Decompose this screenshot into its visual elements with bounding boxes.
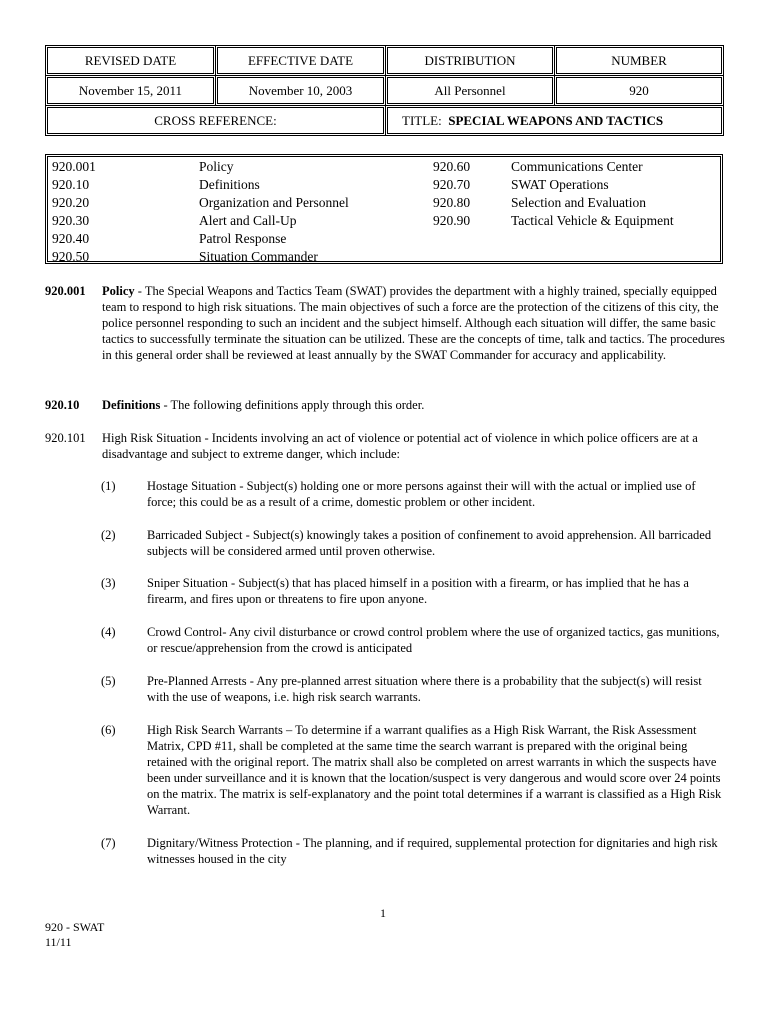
item-number: (5) bbox=[101, 674, 116, 688]
date-code: 11/11 bbox=[45, 935, 72, 949]
index-name: Selection and Evaluation bbox=[511, 195, 646, 210]
title-cell bbox=[386, 106, 724, 136]
index-number: 920.50 bbox=[52, 249, 90, 264]
index-number: 920.90 bbox=[433, 213, 471, 228]
index-name: Patrol Response bbox=[199, 231, 287, 246]
definition-item bbox=[101, 575, 725, 607]
footer-doc-info bbox=[45, 920, 104, 950]
index-number: 920.10 bbox=[52, 177, 90, 192]
section-text bbox=[102, 397, 725, 413]
item-number: (6) bbox=[101, 723, 116, 737]
index-number: 920.001 bbox=[52, 159, 96, 174]
index-name: SWAT Operations bbox=[511, 177, 609, 192]
definition-item bbox=[101, 527, 725, 559]
section-index bbox=[45, 154, 723, 264]
section-body: - The following definitions apply through this order. bbox=[160, 398, 425, 412]
item-number: (1) bbox=[101, 479, 116, 493]
definition-item bbox=[101, 624, 725, 656]
item-text: Sniper Situation - Subject(s) that has placed himself in a position with a firearm, or has implied that he has a firearm, and fires upon or threatens to fire upon anyone. bbox=[147, 576, 689, 606]
section-number: 920.101 bbox=[45, 431, 86, 445]
policy-section bbox=[45, 283, 725, 363]
effective-date-value: November 10, 2003 bbox=[216, 76, 386, 106]
distribution-value: All Personnel bbox=[386, 76, 555, 106]
section-lead: Policy bbox=[102, 284, 135, 298]
index-left-numbers bbox=[52, 158, 96, 266]
item-text: High Risk Search Warrants – To determine if a warrant qualifies as a High Risk Warrant, the Risk Assessment Matrix, CPD #11, shall be completed at the same time the search warrant is prepared with the original being retained with the original report. The matrix shall also be completed on arrest warrants in which the suspects have been under surveillance and it is known that the location/suspect is very dangerous and would score over 24 points on the matrix. The matrix is self-explanatory and the point total determines if a warrant is classified as a High Risk Warrant. bbox=[147, 723, 722, 817]
definition-item bbox=[101, 478, 725, 510]
header-values-row bbox=[46, 76, 724, 106]
definitions-section bbox=[45, 397, 725, 413]
item-text: Pre-Planned Arrests - Any pre-planned arrest situation where there is a probability that the subject(s) will resist with the use of weapons, i.e. high risk search warrants. bbox=[147, 674, 702, 704]
section-body: - The Special Weapons and Tactics Team (SWAT) provides the department with a highly trained, specially equipped team to respond to high risk situations. The main objectives of such a force are the protection of the citizens of this city, the police personnel responding to such an incident and the subject himself. Although each situation will differ, the same basic tactics to successfully terminate the situation can be utilized. These are the concepts of time, talk and tactics. The procedures in this general order shall be reviewed at least annually by the SWAT Commander for accuracy and applicability. bbox=[102, 284, 725, 362]
section-text bbox=[102, 283, 725, 363]
item-text: Barricaded Subject - Subject(s) knowingly takes a position of confinement to avoid apprehension. All barricaded subjects will be considered armed until proven otherwise. bbox=[147, 528, 712, 558]
index-number: 920.30 bbox=[52, 213, 90, 228]
header-columns-row bbox=[46, 46, 724, 76]
definition-item bbox=[101, 673, 725, 705]
item-number: (7) bbox=[101, 836, 116, 850]
index-left-names bbox=[199, 158, 349, 266]
index-number: 920.60 bbox=[433, 159, 471, 174]
item-number: (3) bbox=[101, 576, 116, 590]
page-number: 1 bbox=[380, 906, 386, 920]
title-value: SPECIAL WEAPONS AND TACTICS bbox=[448, 112, 664, 128]
index-right-numbers bbox=[433, 158, 470, 230]
section-lead: Definitions bbox=[102, 398, 161, 412]
index-name: Tactical Vehicle & Equipment bbox=[511, 213, 674, 228]
item-number: (4) bbox=[101, 625, 116, 639]
item-text: Hostage Situation - Subject(s) holding one or more persons against their will with the actual or implied use of force; this could be as a result of a crime, domestic problem or other incident. bbox=[147, 479, 696, 509]
header-table bbox=[45, 45, 724, 136]
high-risk-section bbox=[45, 430, 725, 462]
index-name: Definitions bbox=[199, 177, 260, 192]
index-right-names bbox=[511, 158, 674, 230]
item-text: Dignitary/Witness Protection - The planning, and if required, supplemental protection for dignitaries and high risk witnesses housed in the city bbox=[147, 836, 718, 866]
section-body: High Risk Situation - Incidents involving an act of violence or potential act of violence in which police officers are at a disadvantage and subject to extreme danger, which include: bbox=[102, 431, 698, 461]
doc-code: 920 - SWAT bbox=[45, 920, 105, 934]
definition-item bbox=[101, 722, 725, 818]
header-reference-row bbox=[46, 106, 724, 136]
index-number: 920.40 bbox=[52, 231, 90, 246]
revised-date-header: REVISED DATE bbox=[46, 46, 216, 76]
title-label: TITLE: bbox=[402, 112, 442, 128]
index-number: 920.80 bbox=[433, 195, 471, 210]
revised-date-value: November 15, 2011 bbox=[46, 76, 216, 106]
item-text: Crowd Control- Any civil disturbance or crowd control problem where the use of organized tactics, gas munitions, or rescue/apprehension from the crowd is anticipated bbox=[147, 625, 720, 655]
index-name: Alert and Call-Up bbox=[199, 213, 297, 228]
index-number: 920.20 bbox=[52, 195, 90, 210]
cross-reference-label: CROSS REFERENCE: bbox=[46, 106, 386, 136]
index-name: Communications Center bbox=[511, 159, 643, 174]
definition-item bbox=[101, 835, 725, 867]
number-value: 920 bbox=[555, 76, 724, 106]
index-number: 920.70 bbox=[433, 177, 471, 192]
item-number: (2) bbox=[101, 528, 116, 542]
distribution-header: DISTRIBUTION bbox=[386, 46, 555, 76]
section-number: 920.001 bbox=[45, 284, 86, 298]
number-header: NUMBER bbox=[555, 46, 724, 76]
effective-date-header: EFFECTIVE DATE bbox=[216, 46, 386, 76]
index-name: Organization and Personnel bbox=[199, 195, 349, 210]
index-name: Policy bbox=[199, 159, 234, 174]
section-number: 920.10 bbox=[45, 398, 80, 412]
index-name: Situation Commander bbox=[199, 249, 318, 264]
